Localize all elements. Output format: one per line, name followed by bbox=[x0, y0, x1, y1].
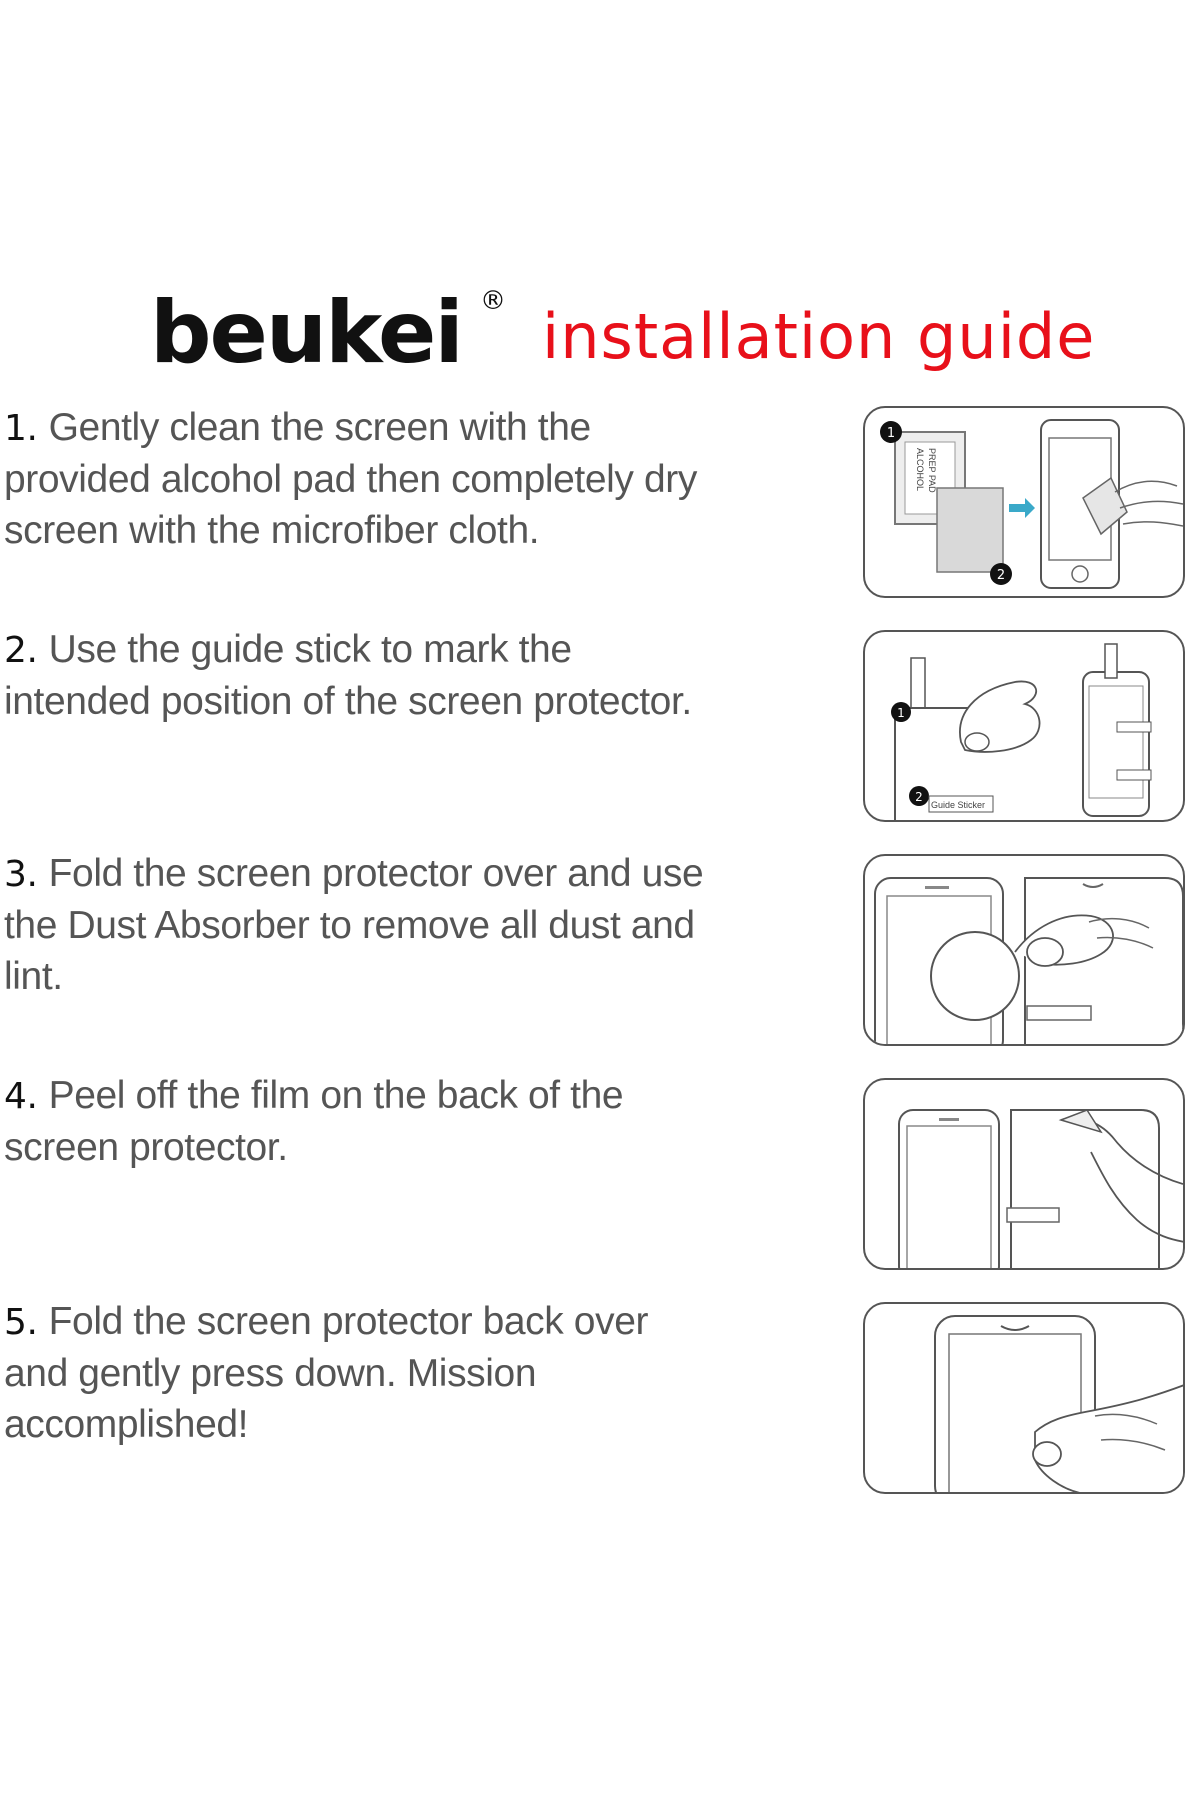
svg-text:Guide Sticker: Guide Sticker bbox=[931, 800, 986, 810]
svg-text:2: 2 bbox=[915, 790, 923, 804]
illustration-step-4 bbox=[863, 1078, 1185, 1270]
step-2: 2. Use the guide stick to mark the intended position of the screen protector. bbox=[4, 628, 692, 723]
hand-wiping-icon bbox=[1083, 478, 1183, 534]
step-text: Fold the screen protector over and use the Dust Absorber to remove all dust and lint. bbox=[4, 852, 704, 998]
step-1: 1. Gently clean the screen with the provided alcohol pad then completely dry screen with the microfiber cloth. bbox=[4, 406, 697, 552]
header bbox=[150, 283, 1150, 390]
registered-mark: ® bbox=[480, 286, 506, 316]
badge-1-icon bbox=[880, 421, 902, 443]
step-5: 5. Fold the screen protector back over and gently press down. Mission accomplished! bbox=[4, 1300, 649, 1446]
phone-icon bbox=[899, 1110, 999, 1270]
pad-label-2: PREP PAD bbox=[927, 448, 937, 493]
phone-with-stickers-icon bbox=[1083, 644, 1151, 816]
illustration-step-3 bbox=[863, 854, 1185, 1046]
step-number: 3 bbox=[4, 854, 27, 895]
step-4: 4. Peel off the film on the back of the screen protector. bbox=[4, 1074, 624, 1169]
svg-text:1: 1 bbox=[886, 426, 896, 441]
hand-icon bbox=[960, 681, 1040, 751]
svg-text:2: 2 bbox=[996, 568, 1006, 583]
guide-stick-icon bbox=[911, 658, 925, 708]
badge-2-icon bbox=[909, 786, 929, 806]
badge-1-icon bbox=[891, 702, 911, 722]
step-number: 5 bbox=[4, 1302, 27, 1343]
dust-absorber-icon bbox=[931, 932, 1019, 1020]
screen-protector-icon bbox=[1007, 1110, 1159, 1270]
illustration-step-1 bbox=[863, 406, 1185, 598]
step-number: 1 bbox=[4, 408, 27, 449]
step-text: Peel off the film on the back of the screen protector. bbox=[4, 1074, 624, 1169]
microfiber-cloth-icon bbox=[937, 488, 1003, 572]
step-text: Gently clean the screen with the provided alcohol pad then completely dry screen with the microfiber cloth. bbox=[4, 406, 697, 552]
step-number: 2 bbox=[4, 630, 27, 671]
page-title: installation guide bbox=[542, 300, 1096, 373]
brand-logo: beukei bbox=[150, 283, 462, 383]
badge-2-icon bbox=[990, 563, 1012, 585]
step-3: 3. Fold the screen protector over and use the Dust Absorber to remove all dust and lint. bbox=[4, 852, 704, 998]
step-text: Use the guide stick to mark the intended position of the screen protector. bbox=[4, 628, 692, 723]
arrow-right-icon bbox=[1009, 498, 1035, 518]
pad-label-1: ALCOHOL bbox=[915, 448, 925, 492]
illustration-step-2 bbox=[863, 630, 1185, 822]
step-number: 4 bbox=[4, 1076, 27, 1117]
illustration-step-5 bbox=[863, 1302, 1185, 1494]
svg-text:1: 1 bbox=[897, 706, 905, 720]
guide-sticker-label bbox=[929, 796, 993, 812]
step-text: Fold the screen protector back over and gently press down. Mission accomplished! bbox=[4, 1300, 649, 1446]
